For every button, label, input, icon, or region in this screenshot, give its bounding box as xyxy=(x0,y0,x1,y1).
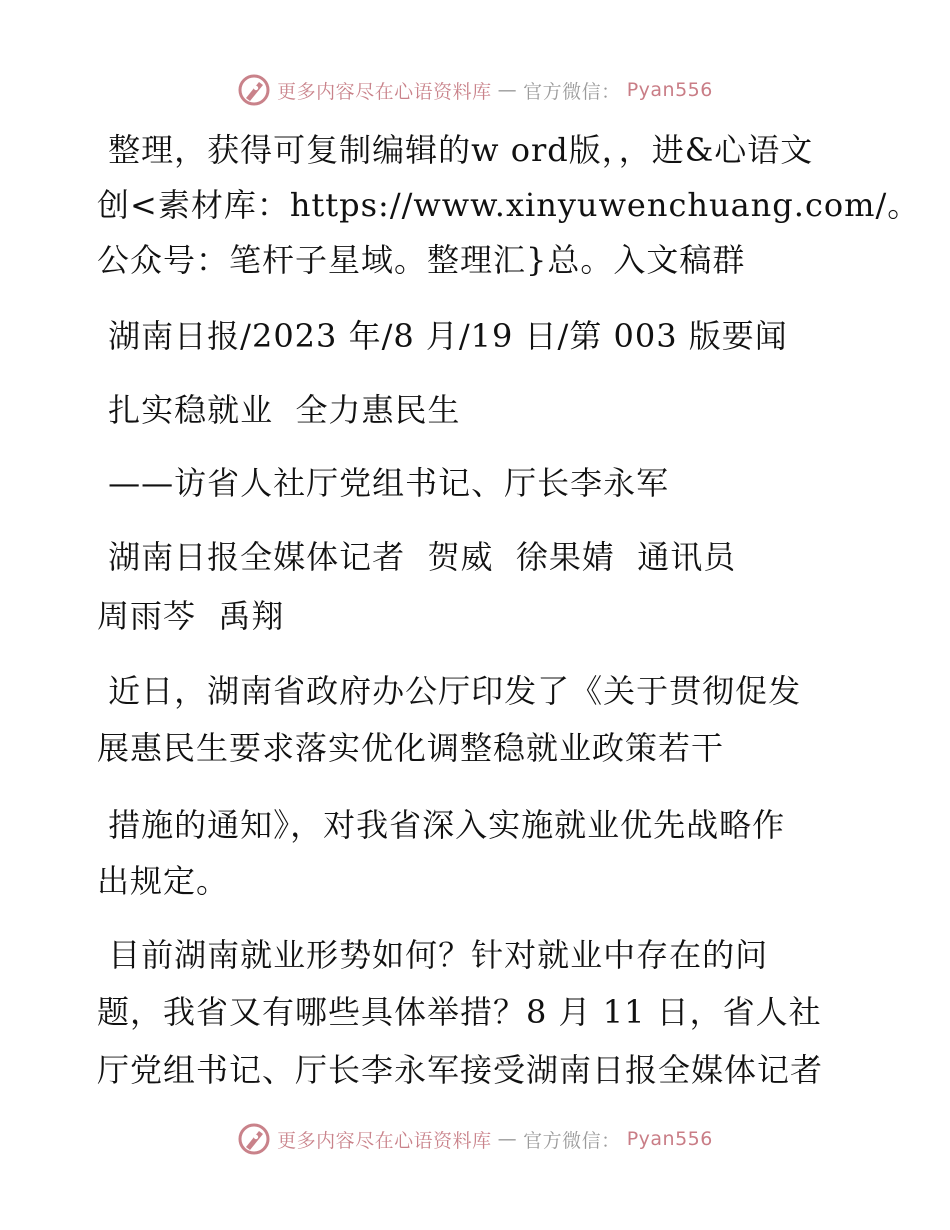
body-line: 近日，湖南省政府办公厅印发了《关于贯彻促发 xyxy=(97,672,802,710)
watermark-suffix: 官方微信： xyxy=(523,80,621,103)
watermark-wechat-id: Pyan556 xyxy=(626,1128,713,1150)
publication-line: 湖南日报/2023 年/8 月/19 日/第 003 版要闻 xyxy=(97,317,788,355)
watermark-separator: — xyxy=(497,79,518,101)
watermark-suffix: 官方微信： xyxy=(523,1129,621,1152)
body-line: 措施的通知》，对我省深入实施就业优先战略作 xyxy=(97,806,786,844)
article-subtitle: ——访省人社厅党组书记、厅长李永军 xyxy=(97,464,670,502)
watermark-main-text: 更多内容尽在心语资料库 xyxy=(277,1129,492,1152)
article-title: 扎实稳就业 全力惠民生 xyxy=(97,391,461,429)
body-line: 公众号：笔杆子星域。整理汇}总。入文稿群 xyxy=(97,241,746,279)
header-watermark xyxy=(0,70,950,110)
watermark-main-text: 更多内容尽在心语资料库 xyxy=(277,80,492,103)
footer-watermark xyxy=(0,1119,950,1159)
body-line: 出规定。 xyxy=(97,862,230,900)
byline: 周雨芩 禹翔 xyxy=(97,597,285,635)
body-line: 目前湖南就业形势如何？针对就业中存在的问 xyxy=(97,936,769,974)
body-line: 厅党组书记、厅长李永军接受湖南日报全媒体记者 xyxy=(97,1051,824,1089)
body-line: 题，我省又有哪些具体举措？8 月 11 日，省人社 xyxy=(97,993,822,1031)
watermark-wechat-id: Pyan556 xyxy=(626,79,713,101)
body-line: 展惠民生要求落实优化调整稳就业政策若干 xyxy=(97,729,725,767)
body-line: 创<素材库：https://www.xinyuwenchuang.com/。 xyxy=(97,186,921,224)
pen-nib-logo-icon xyxy=(237,73,271,107)
watermark-separator: — xyxy=(497,1128,518,1150)
pen-nib-logo-icon xyxy=(237,1122,271,1156)
byline: 湖南日报全媒体记者 贺威 徐果婧 通讯员 xyxy=(97,538,737,576)
body-line: 整理，获得可复制编辑的w ord版，，进&心语文 xyxy=(97,131,814,169)
